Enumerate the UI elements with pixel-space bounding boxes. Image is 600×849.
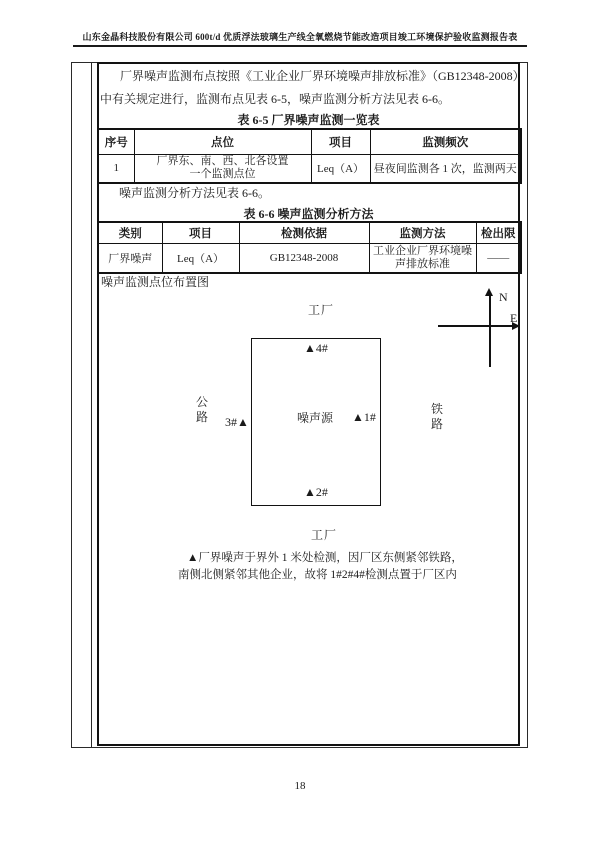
monitoring-point-1-marker: ▲1# bbox=[352, 410, 376, 424]
t66-header-category: 类别 bbox=[98, 222, 162, 243]
intro-paragraph-line1: 厂界噪声监测布点按照《工业企业厂界环境噪声排放标准》（GB12348-2008） bbox=[120, 69, 525, 83]
compass-horizontal-axis bbox=[438, 325, 514, 327]
noise-source-label: 噪声源 bbox=[297, 411, 334, 425]
railway-label: 铁路 bbox=[430, 402, 443, 431]
table-6-5-data-row bbox=[98, 154, 521, 183]
form-content-box bbox=[97, 62, 525, 746]
monitoring-point-3-marker: 3#▲ bbox=[225, 415, 249, 429]
t65-cell-index: 1 bbox=[98, 154, 134, 183]
t65-cell-item: Leq（A） bbox=[311, 154, 370, 183]
monitoring-point-2-marker: ▲2# bbox=[304, 485, 328, 499]
t65-location-line2: 一个监测点位 bbox=[189, 168, 256, 181]
table-6-6-data-row bbox=[98, 243, 521, 273]
table-6-6-title: 表 6-6 噪声监测分析方法 bbox=[243, 207, 374, 221]
diagram-note-line2: 南侧北侧紧邻其他企业，故将 1#2#4#检测点置于厂区内 bbox=[178, 569, 457, 581]
page-number: 18 bbox=[294, 780, 306, 792]
t66-header-item: 项目 bbox=[162, 222, 239, 243]
compass-north-label: N bbox=[499, 290, 508, 304]
compass-vertical-axis bbox=[489, 294, 491, 367]
factory-label-top: 工厂 bbox=[308, 303, 335, 317]
table-6-6-header-row bbox=[98, 222, 521, 243]
intro-paragraph-line2: 中有关规定进行，监测布点见表 6-5，噪声监测分析方法见表 6-6。 bbox=[100, 92, 450, 106]
middle-text: 噪声监测分析方法见表 6-6。 bbox=[119, 186, 270, 200]
t66-header-method: 监测方法 bbox=[369, 222, 476, 243]
t65-header-index: 序号 bbox=[98, 129, 134, 154]
table-6-5-header-row bbox=[98, 129, 521, 154]
road-label: 公路 bbox=[195, 395, 208, 424]
t66-cell-basis: GB12348-2008 bbox=[239, 243, 369, 273]
t66-method-line1: 工业企业厂界环境噪 bbox=[373, 244, 472, 257]
t65-header-item: 项目 bbox=[311, 129, 370, 154]
t65-cell-frequency: 昼夜间监测各 1 次，监测两天 bbox=[370, 154, 521, 183]
diagram-note-line1: ▲厂界噪声于界外 1 米处检测，因厂区东侧紧邻铁路， bbox=[187, 552, 463, 564]
form-left-column-divider bbox=[91, 62, 92, 748]
t66-method-line2: 声排放标准 bbox=[395, 257, 450, 270]
diagram-caption: 噪声监测点位布置图 bbox=[101, 275, 210, 289]
header-rule bbox=[73, 45, 527, 47]
table-6-5 bbox=[97, 128, 522, 184]
table-6-5-title: 表 6-5 厂界噪声监测一览表 bbox=[237, 113, 380, 127]
t65-header-location: 点位 bbox=[134, 129, 311, 154]
t66-header-basis: 检测依据 bbox=[239, 222, 369, 243]
t66-cell-limit: —— bbox=[476, 243, 521, 273]
t65-header-frequency: 监测频次 bbox=[370, 129, 521, 154]
t66-cell-category: 厂界噪声 bbox=[98, 243, 162, 273]
monitoring-point-4-marker: ▲4# bbox=[304, 341, 328, 355]
factory-label-bottom: 工厂 bbox=[311, 528, 338, 542]
t65-location-line1: 厂界东、南、西、北各设置 bbox=[156, 155, 289, 168]
report-header-title: 山东金晶科技股份有限公司 600t/d 优质浮法玻璃生产线全氧燃烧节能改造项目竣工环境保护验收监测报告表 bbox=[82, 32, 518, 42]
table-6-6 bbox=[97, 221, 522, 274]
monitoring-points-diagram bbox=[99, 288, 518, 550]
t66-header-limit: 检出限 bbox=[476, 222, 521, 243]
t66-cell-method bbox=[369, 243, 476, 273]
compass-east-label: E bbox=[510, 311, 518, 325]
t65-cell-location bbox=[134, 154, 311, 183]
t66-cell-item: Leq（A） bbox=[162, 243, 239, 273]
